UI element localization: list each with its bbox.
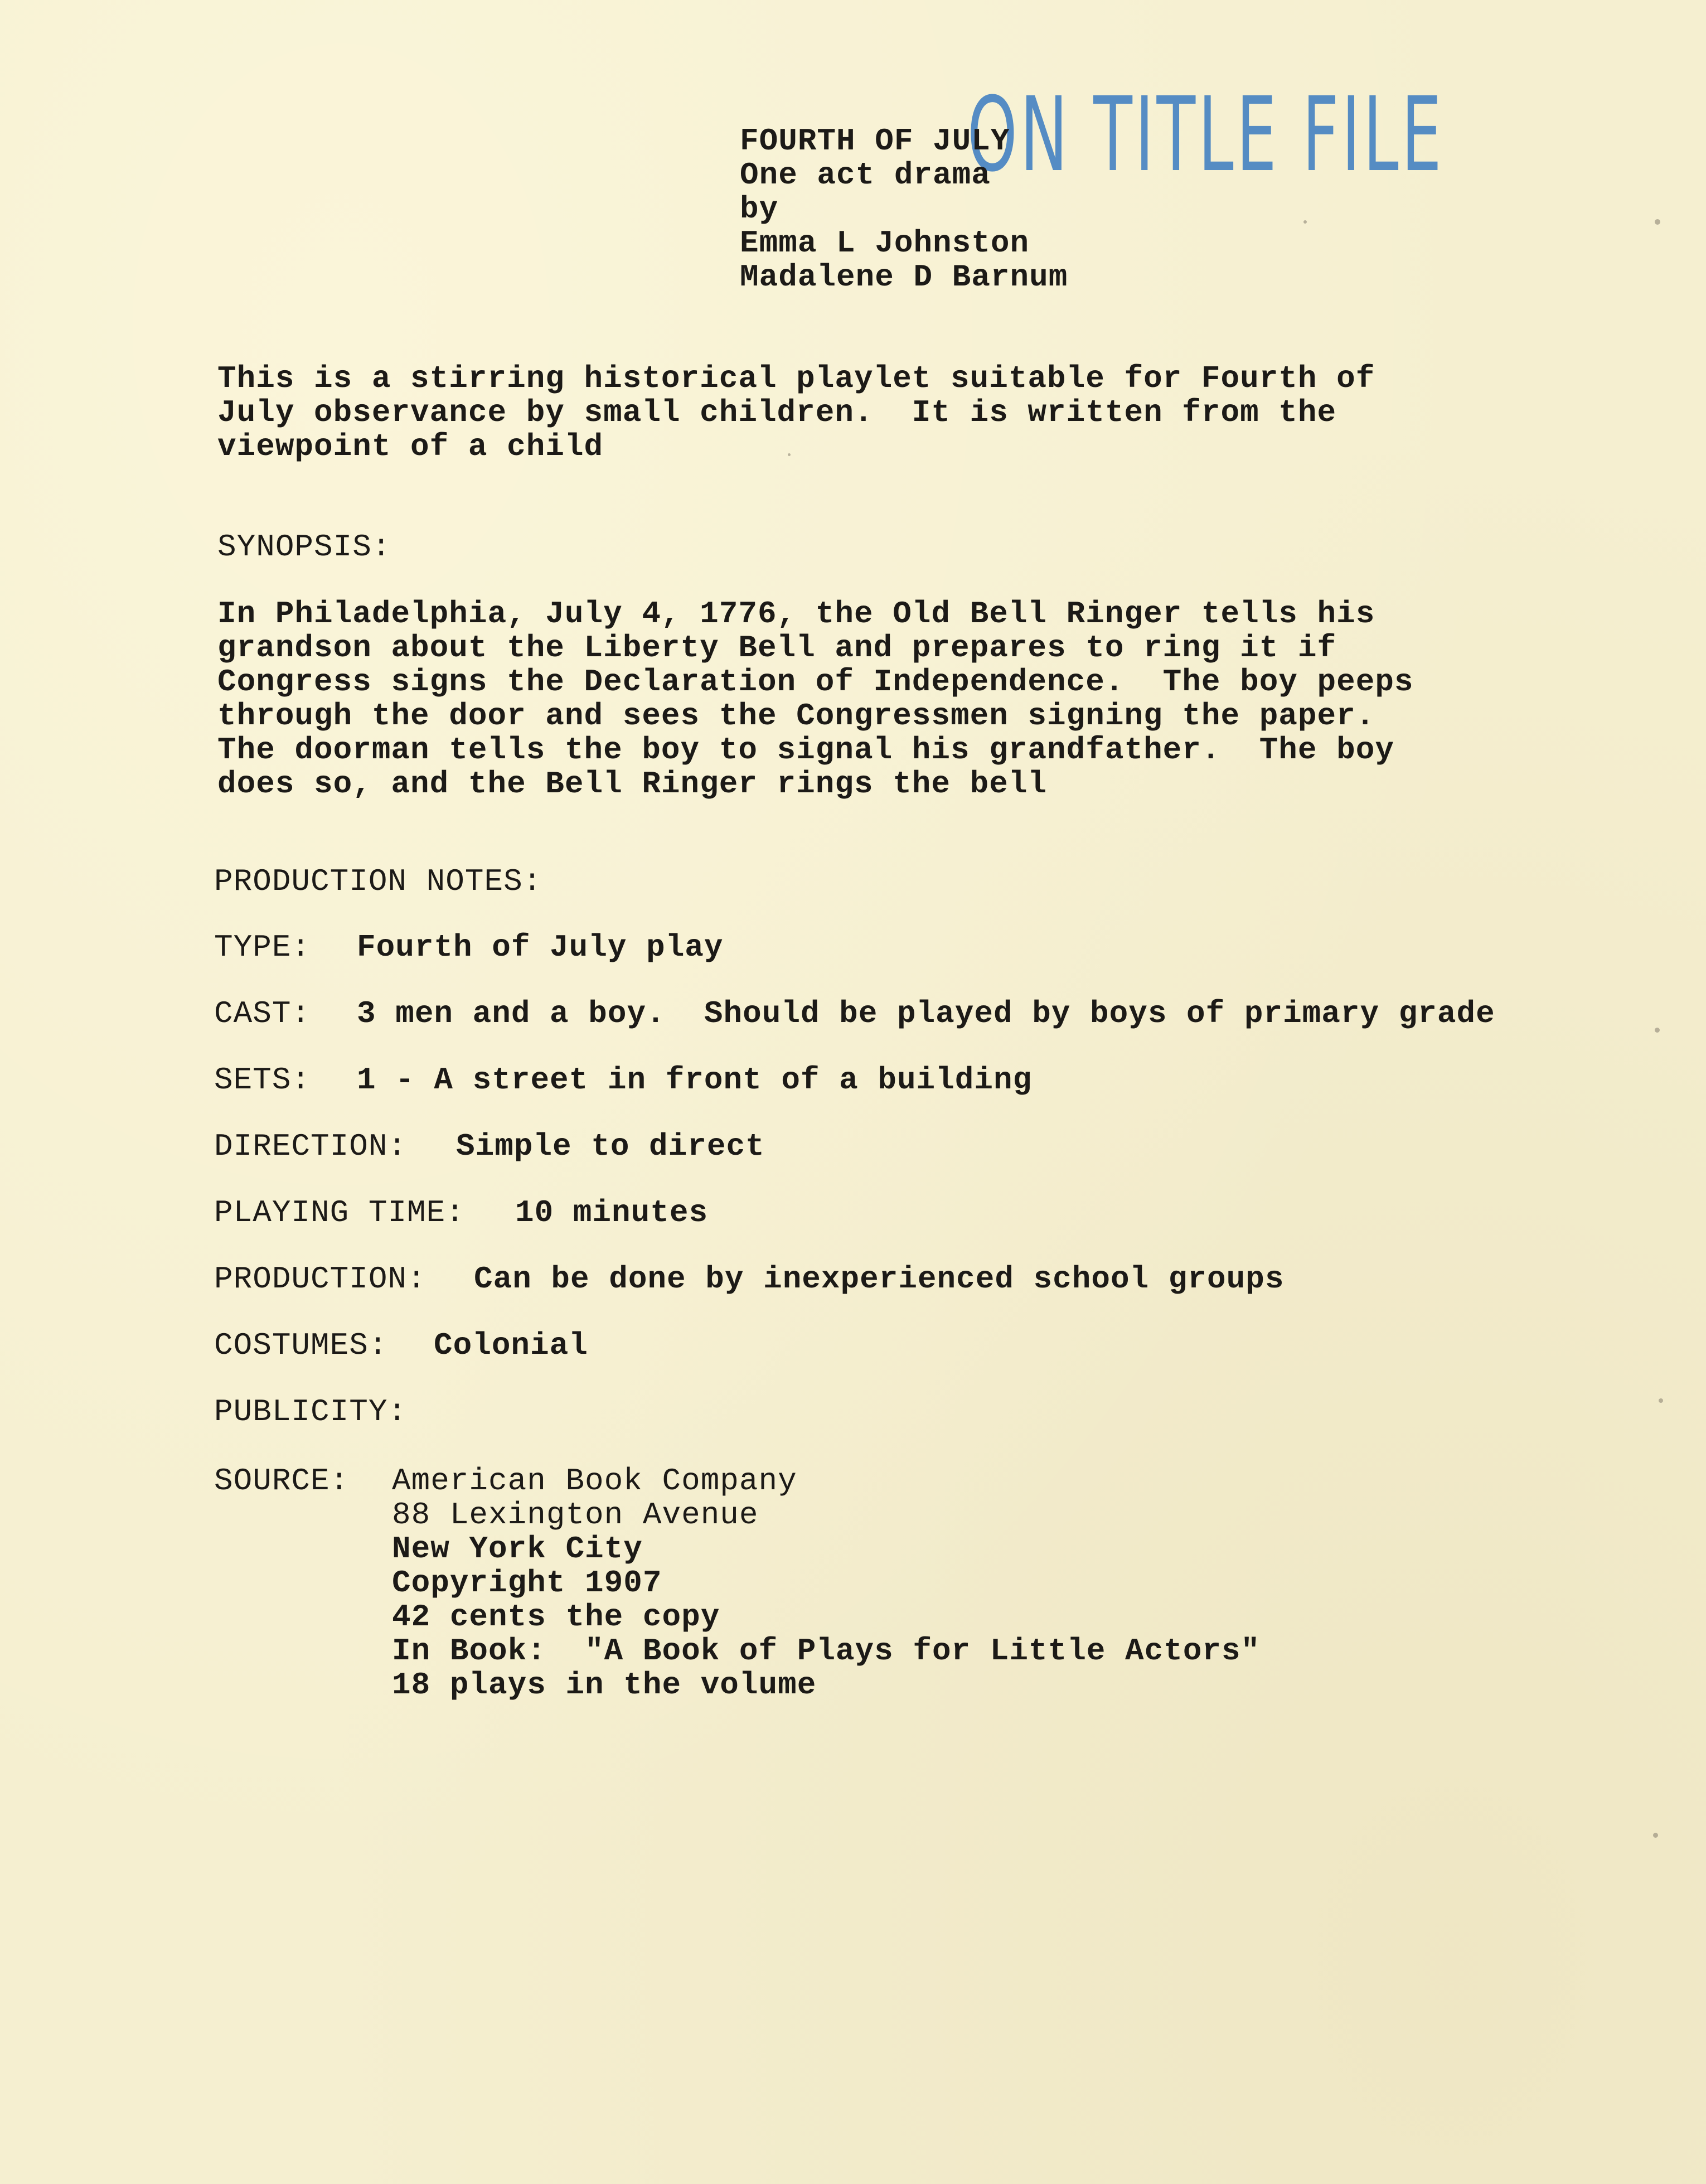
paper-speck xyxy=(788,453,791,456)
by-line: by xyxy=(740,191,779,227)
source-line: 42 cents the copy xyxy=(392,1599,720,1635)
synopsis-line: does so, and the Bell Ringer rings the bell xyxy=(217,766,1048,802)
synopsis-line: The doorman tells the boy to signal his grandfather. The boy xyxy=(217,732,1394,768)
paper-speck xyxy=(1659,1398,1663,1403)
note-label-production: PRODUCTION: xyxy=(214,1261,426,1297)
intro-line: July observance by small children. It is written from the xyxy=(217,395,1337,430)
paper-speck xyxy=(1653,1833,1658,1838)
title-file-stamp: ON TITLE FILE xyxy=(967,75,1445,195)
source-line: Copyright 1907 xyxy=(392,1565,662,1601)
source-line: 18 plays in the volume xyxy=(392,1667,817,1703)
paper-speck xyxy=(1655,219,1660,225)
note-label-publicity: PUBLICITY: xyxy=(214,1394,408,1430)
author-2: Madalene D Barnum xyxy=(740,259,1068,295)
intro-line: This is a stirring historical playlet suitable for Fourth of xyxy=(217,361,1375,396)
synopsis-line: grandson about the Liberty Bell and prepares to ring it if xyxy=(217,630,1337,666)
intro-line: viewpoint of a child xyxy=(217,429,604,464)
paper-speck xyxy=(1655,1028,1660,1033)
note-label-direction: DIRECTION: xyxy=(214,1129,408,1164)
source-line: New York City xyxy=(392,1531,643,1567)
source-line: 88 Lexington Avenue xyxy=(392,1497,759,1533)
note-label-playing-time: PLAYING TIME: xyxy=(214,1195,465,1231)
note-value-type: Fourth of July play xyxy=(357,929,724,965)
synopsis-line: In Philadelphia, July 4, 1776, the Old Bell Ringer tells his xyxy=(217,596,1375,632)
synopsis-line: Congress signs the Declaration of Independence. The boy peeps xyxy=(217,664,1414,700)
note-value-playing-time: 10 minutes xyxy=(515,1195,709,1231)
note-label-cast: CAST: xyxy=(214,996,311,1032)
note-label-sets: SETS: xyxy=(214,1062,311,1098)
source-line: American Book Company xyxy=(392,1463,797,1499)
synopsis-line: through the door and sees the Congressmen signing the paper. xyxy=(217,698,1375,734)
production-notes-heading: PRODUCTION NOTES: xyxy=(214,864,542,899)
source-line: In Book: "A Book of Plays for Little Actors" xyxy=(392,1633,1261,1669)
source-label: SOURCE: xyxy=(214,1463,350,1499)
synopsis-heading: SYNOPSIS: xyxy=(217,529,391,565)
note-value-sets: 1 - A street in front of a building xyxy=(357,1062,1033,1098)
note-label-type: TYPE: xyxy=(214,929,311,965)
paper-speck xyxy=(1303,220,1307,224)
note-label-costumes: COSTUMES: xyxy=(214,1328,388,1363)
note-value-production: Can be done by inexperienced school groups xyxy=(474,1261,1285,1297)
note-value-cast: 3 men and a boy. Should be played by boys of primary grade xyxy=(357,996,1495,1032)
note-value-direction: Simple to direct xyxy=(456,1129,765,1164)
note-value-costumes: Colonial xyxy=(434,1328,588,1363)
author-1: Emma L Johnston xyxy=(740,225,1030,261)
play-title: FOURTH OF JULY xyxy=(740,123,1010,159)
play-type: One act drama xyxy=(740,157,991,193)
